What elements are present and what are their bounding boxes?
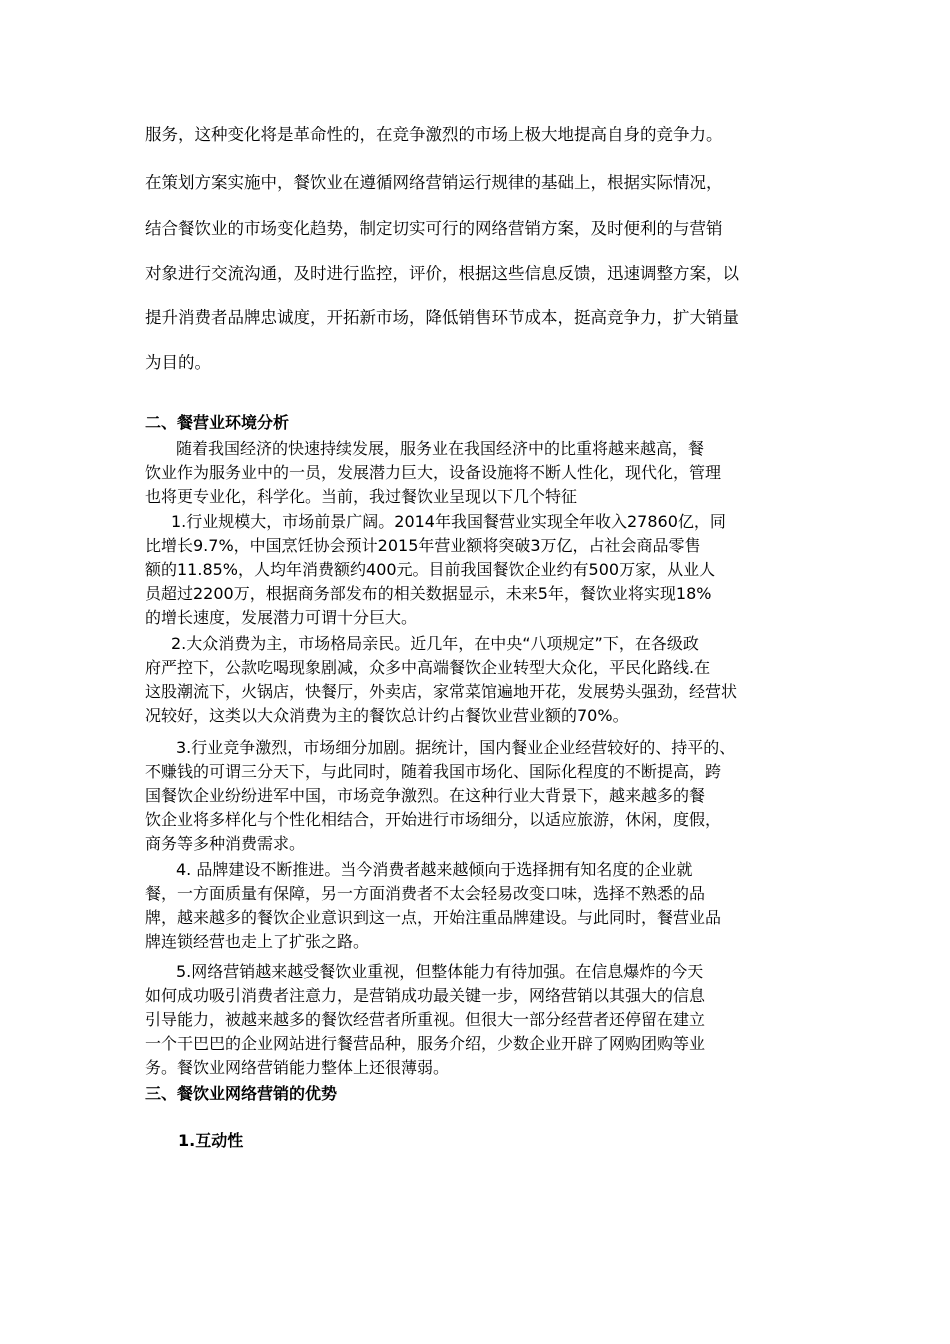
paragraph-line: 4. 品牌建设不断推进。当今消费者越来越倾向于选择拥有知名度的企业就 (176, 860, 693, 879)
intro-line: 在策划方案实施中，餐饮业在遵循网络营销运行规律的基础上，根据实际情况， (145, 173, 723, 192)
paragraph-line: 3.行业竞争激烈，市场细分加剧。据统计，国内餐业企业经营较好的、持平的、 (176, 738, 736, 757)
paragraph-line: 不赚钱的可谓三分天下，与此同时，随着我国市场化、国际化程度的不断提高，跨 (145, 762, 722, 781)
paragraph-line: 1.行业规模大，市场前景广阔。2014年我国餐营业实现全年收入27860亿，同 (171, 512, 726, 531)
paragraph-line: 这股潮流下，火锅店，快餐厅，外卖店，家常菜馆遍地开花，发展势头强劲，经营状 (145, 682, 738, 701)
paragraph-line: 5.网络营销越来越受餐饮业重视，但整体能力有待加强。在信息爆炸的今天 (176, 962, 704, 981)
paragraph-line: 的增长速度，发展潜力可谓十分巨大。 (145, 608, 418, 627)
paragraph-line: 比增长9.7%，中国烹饪协会预计2015年营业额将突破3万亿，占社会商品零售 (145, 536, 701, 555)
paragraph-line: 饮业作为服务业中的一员，发展潜力巨大，设备设施将不断人性化，现代化，管理 (145, 463, 722, 482)
paragraph-line: 也将更专业化，科学化。当前，我过餐饮业呈现以下几个特征 (145, 487, 578, 506)
paragraph-line: 员超过2200万，根据商务部发布的相关数据显示，未来5年，餐饮业将实现18% (145, 584, 712, 603)
paragraph-line: 商务等多种消费需求。 (145, 834, 306, 853)
paragraph-line: 况较好，这类以大众消费为主的餐饮总计约占餐饮业营业额的70%。 (145, 706, 629, 725)
paragraph-line: 务。餐饮业网络营销能力整体上还很薄弱。 (145, 1058, 450, 1077)
intro-line: 对象进行交流沟通，及时进行监控，评价，根据这些信息反馈，迅速调整方案，以 (145, 264, 739, 283)
paragraph-line: 引导能力，被越来越多的餐饮经营者所重视。但很大一部分经营者还停留在建立 (145, 1010, 706, 1029)
intro-line: 结合餐饮业的市场变化趋势，制定切实可行的网络营销方案，及时便利的与营销 (145, 219, 723, 238)
paragraph-line: 2.大众消费为主，市场格局亲民。近几年，在中央“八项规定”下，在各级政 (171, 634, 699, 653)
section-heading: 二、餐营业环境分析 (145, 413, 290, 432)
section-heading: 三、餐饮业网络营销的优势 (145, 1084, 338, 1103)
intro-line: 提升消费者品牌忠诚度，开拓新市场，降低销售环节成本，挺高竞争力，扩大销量 (145, 308, 739, 327)
intro-line: 为目的。 (145, 353, 211, 372)
paragraph-line: 牌，越来越多的餐饮企业意识到这一点，开始注重品牌建设。与此同时，餐营业品 (145, 908, 722, 927)
paragraph-line: 餐，一方面质量有保障，另一方面消费者不太会轻易改变口味，选择不熟悉的品 (145, 884, 706, 903)
paragraph-line: 国餐饮企业纷纷进军中国，市场竞争激烈。在这种行业大背景下，越来越多的餐 (145, 786, 706, 805)
paragraph-line: 府严控下，公款吃喝现象剧减，众多中高端餐饮企业转型大众化，平民化路线.在 (145, 658, 711, 677)
paragraph-line: 一个干巴巴的企业网站进行餐营品种，服务介绍，少数企业开辟了网购团购等业 (145, 1034, 706, 1053)
paragraph-line: 额的11.85%，人均年消费额约400元。目前我国餐饮企业约有500万家，从业人 (145, 560, 716, 579)
sub-heading: 1.互动性 (178, 1131, 244, 1150)
paragraph-line: 牌连锁经营也走上了扩张之路。 (145, 932, 370, 951)
paragraph-line: 随着我国经济的快速持续发展，服务业在我国经济中的比重将越来越高，餐 (176, 439, 705, 458)
intro-line: 服务，这种变化将是革命性的，在竞争激烈的市场上极大地提高自身的竞争力。 (145, 125, 723, 144)
paragraph-line: 饮企业将多样化与个性化相结合，开始进行市场细分，以适应旅游，休闲，度假， (145, 810, 722, 829)
paragraph-line: 如何成功吸引消费者注意力，是营销成功最关键一步，网络营销以其强大的信息 (145, 986, 706, 1005)
